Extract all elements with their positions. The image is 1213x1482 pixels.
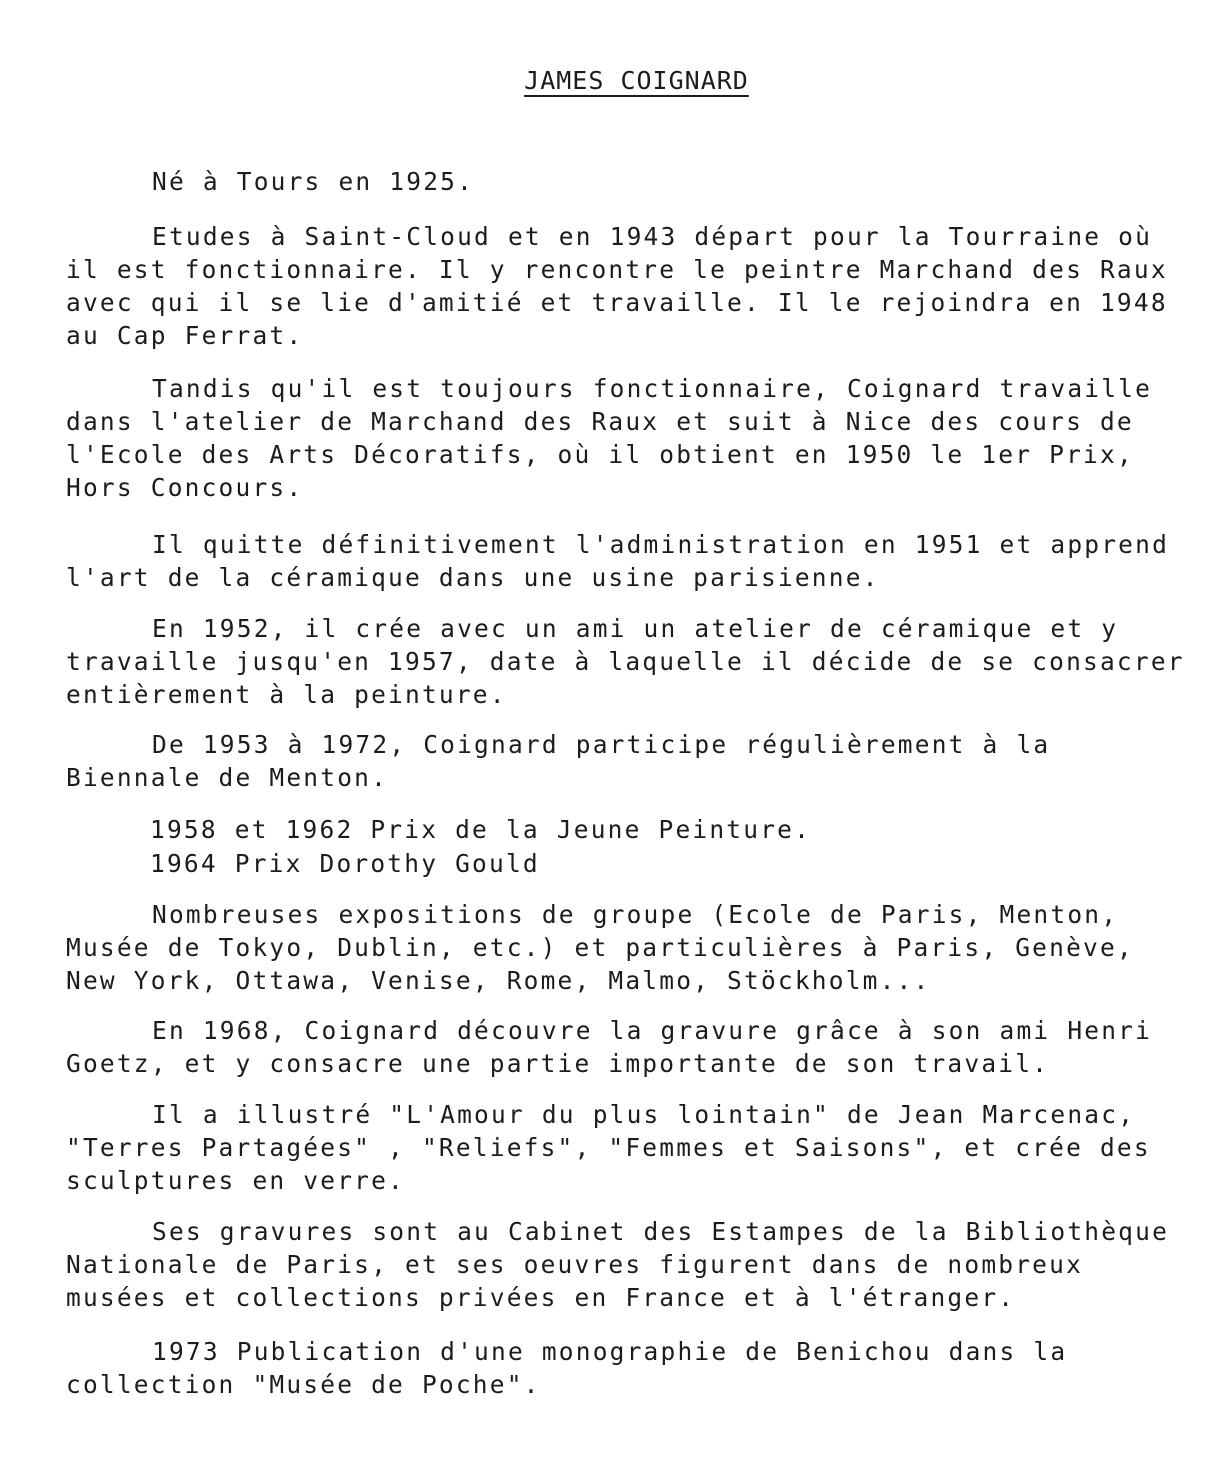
paragraph-birth: Né à Tours en 1925. — [152, 167, 475, 196]
award-line-1964: 1964 Prix Dorothy Gould — [150, 849, 540, 878]
paragraph-ceramics-workshop: En 1952, il crée avec un ami un atelier de céramique et y travaille jusqu'en 1957, date à laquelle il décide de se consacrer entièrement à la peinture. — [66, 614, 1185, 709]
paragraph-ceramics-training: Il quitte définitivement l'administration en 1951 et apprend l'art de la céramique dans une usine parisienne. — [66, 530, 1170, 592]
paragraph-studies: Etudes à Saint-Cloud et en 1943 départ pour la Tourraine où il est fonctionnaire. Il y rencontre le peintre Marchand des Raux avec qui il se lie d'amitié et travaille. Il le rejoindra en 1948 au Cap Ferrat. — [66, 222, 1168, 350]
award-line-1958: 1958 et 1962 Prix de la Jeune Peinture. — [150, 815, 812, 844]
paragraph-exhibitions: Nombreuses expositions de groupe (Ecole de Paris, Menton, Musée de Tokyo, Dublin, etc.) et particulières à Paris, Genève, New York, Ottawa, Venise, Rome, Malmo, Stöckholm... — [66, 900, 1134, 995]
paragraph-collections: Ses gravures sont au Cabinet des Estampes de la Bibliothèque Nationale de Paris, et ses oeuvres figurent dans de nombreux musées et collections privées en France et à l'étranger. — [66, 1217, 1170, 1312]
document-title: JAMES COIGNARD — [524, 66, 749, 95]
paragraph-illustrations: Il a illustré "L'Amour du plus lointain" de Jean Marcenac, "Terres Partagées" , "Reliefs", "Femmes et Saisons", et crée des sculptures en verre. — [66, 1100, 1151, 1195]
paragraph-monograph: 1973 Publication d'une monographie de Benichou dans la collection "Musée de Poche". — [66, 1337, 1068, 1399]
paragraph-biennale: De 1953 à 1972, Coignard participe régulièrement à la Biennale de Menton. — [66, 730, 1051, 792]
paragraph-engraving: En 1968, Coignard découvre la gravure grâce à son ami Henri Goetz, et y consacre une partie importante de son travail. — [66, 1016, 1153, 1078]
paragraph-atelier: Tandis qu'il est toujours fonctionnaire, Coignard travaille dans l'atelier de Marchand des Raux et suit à Nice des cours de l'Ecole des Arts Décoratifs, où il obtient en 1950 le 1er Prix, Hors Concours. — [66, 374, 1153, 502]
